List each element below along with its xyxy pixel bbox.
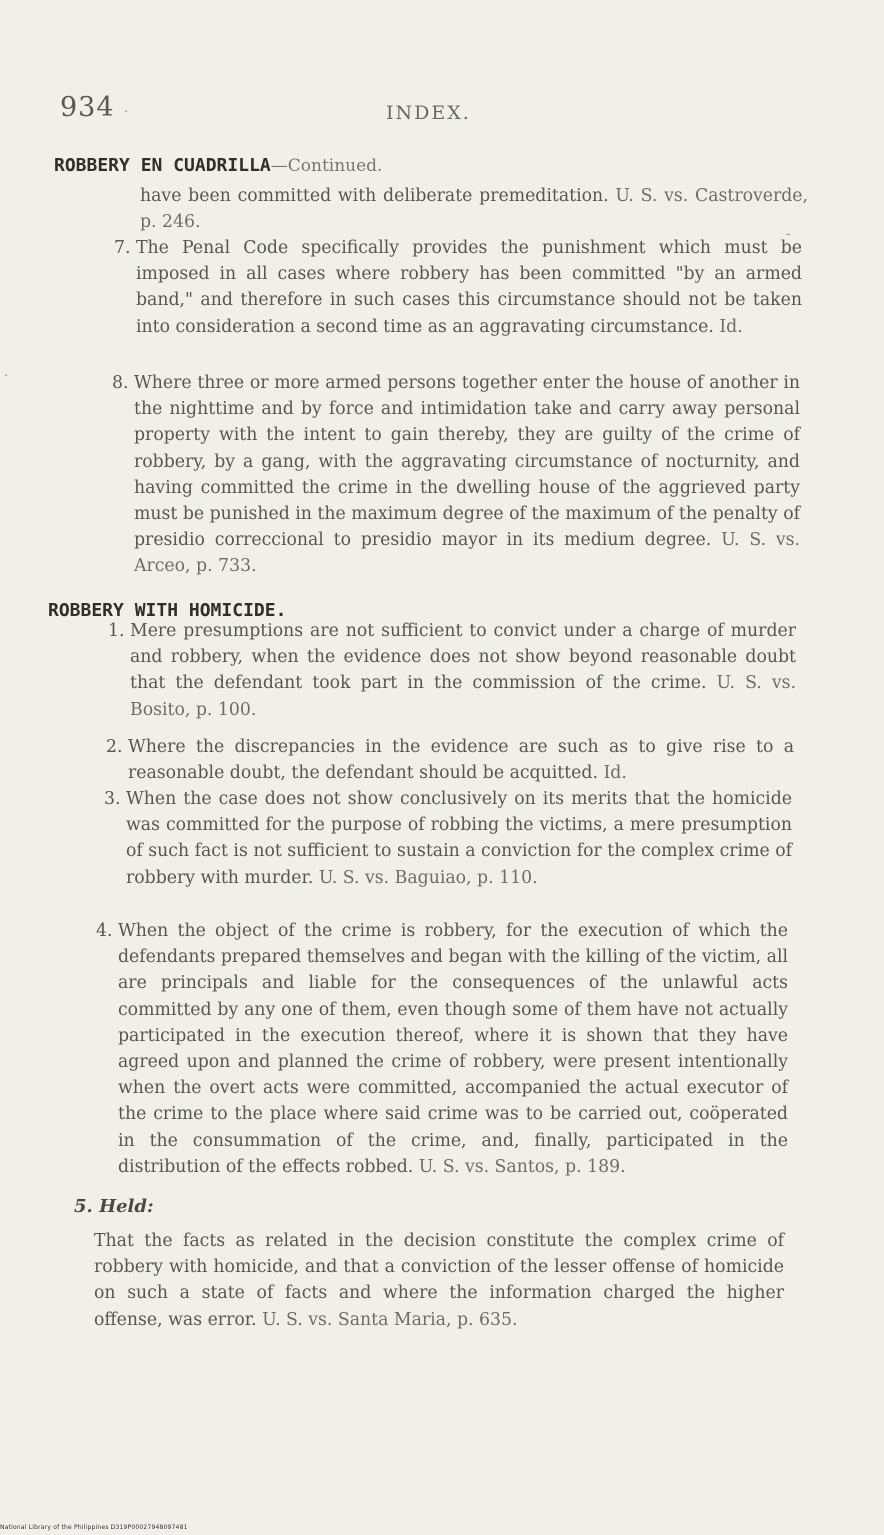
entry-text: The Penal Code specifically provides the punishment which must be imposed in all cases where robbery has been committed "by an armed band," and therefore in such cases this circumstance should not be taken into consideration a second time as an aggravating circumstance. xyxy=(136,238,802,337)
index-entry-4 xyxy=(96,918,788,1180)
entry-number: 2. xyxy=(106,737,123,757)
entry-number: 8. xyxy=(112,373,129,393)
stray-dot-left: · xyxy=(4,368,9,384)
entry-citation: U. S. vs. Baguiao, p. 110. xyxy=(318,867,538,888)
entry-number: 5. xyxy=(74,1196,93,1217)
index-entry-2 xyxy=(106,734,794,786)
scan-footer: National Library of the Philippines D319P00027948097481 xyxy=(0,1524,188,1531)
held-label: Held: xyxy=(99,1196,154,1217)
entry-citation: U. S. vs. Arceo, p. 733. xyxy=(134,530,801,577)
index-entry-1 xyxy=(108,618,796,723)
entry-text: Where three or more armed persons together enter the house of another in the nighttime and by force and intimidation take and carry away personal property with the intent to gain thereby, they are guilty of the crime of robbery, by a gang, with the aggravating circumstance of nocturnity, and having committed the crime in the dwelling house of the aggrieved party must be punished in the maximum degree of the maximum of the penalty of presidio correccional to presidio mayor in its medium degree. xyxy=(134,373,800,551)
section-title: ROBBERY EN CUADRILLA xyxy=(54,155,271,176)
entry-citation: Id. xyxy=(603,763,627,784)
stray-dot-mark: · xyxy=(124,104,129,120)
index-entry-5-heading xyxy=(74,1196,154,1217)
entry-text: Mere presumptions are not sufficient to convict under a charge of murder and robbery, when the evidence does not show beyond reasonable doubt that the defendant took part in the commission of the crime. xyxy=(130,621,796,694)
entry-text: That the facts as related in the decision constitute the complex crime of robbery with homicide, and that a conviction of the lesser offense of homicide on such a state of facts and where the information charged the higher offense, was error. xyxy=(94,1231,784,1330)
page-number: 934 xyxy=(60,92,115,123)
continued-label: —Continued. xyxy=(270,156,383,176)
index-entry-7 xyxy=(114,235,802,340)
section-heading-robbery-en-cuadrilla xyxy=(54,155,382,176)
entry-text: have been committed with deliberate premeditation. xyxy=(140,186,609,206)
entry-citation: U. S. vs. Castroverde, p. 246. xyxy=(140,186,809,233)
entry-text: Where the discrepancies in the evidence are such as to give rise to a reasonable doubt, the defendant should be acquitted. xyxy=(128,737,794,784)
continuation-paragraph xyxy=(140,183,808,235)
entry-text: When the case does not show conclusively on its merits that the homicide was committed for the purpose of robbing the victims, a mere presumption of such fact is not sufficient to sustain a conviction for the complex crime of robbery with murder. xyxy=(126,789,792,888)
entry-citation: U. S. vs. Bosito, p. 100. xyxy=(130,673,796,720)
stray-dash-mark: - xyxy=(786,226,791,242)
section-heading-robbery-with-homicide: ROBBERY WITH HOMICIDE. xyxy=(48,600,287,621)
entry-citation: U. S. vs. Santos, p. 189. xyxy=(418,1156,626,1177)
index-entry-3 xyxy=(104,786,792,891)
entry-number: 1. xyxy=(108,621,125,641)
entry-citation: Id. xyxy=(719,316,743,337)
running-head: INDEX. xyxy=(386,102,471,124)
entry-number: 4. xyxy=(96,921,113,941)
entry-text: When the object of the crime is robbery, for the execution of which the defendants prepared themselves and began with the killing of the victim, all are principals and liable for the consequences of the unlawful acts committed by any one of them, even though some of them have not actually participated in the execution thereof, where it is shown that they have agreed upon and planned the crime of robbery, were present intentionally when the overt acts were committed, accompanied the actual executor of the crime to the place where said crime was to be carried out, coöperated in the consummation of the crime, and, finally, participated in the distribution of the effects robbed. xyxy=(118,921,788,1177)
entry-number: 7. xyxy=(114,238,131,258)
entry-number: 3. xyxy=(104,789,121,809)
index-entry-8 xyxy=(112,370,801,580)
index-entry-5 xyxy=(94,1228,784,1333)
entry-citation: U. S. vs. Santa Maria, p. 635. xyxy=(262,1309,518,1330)
